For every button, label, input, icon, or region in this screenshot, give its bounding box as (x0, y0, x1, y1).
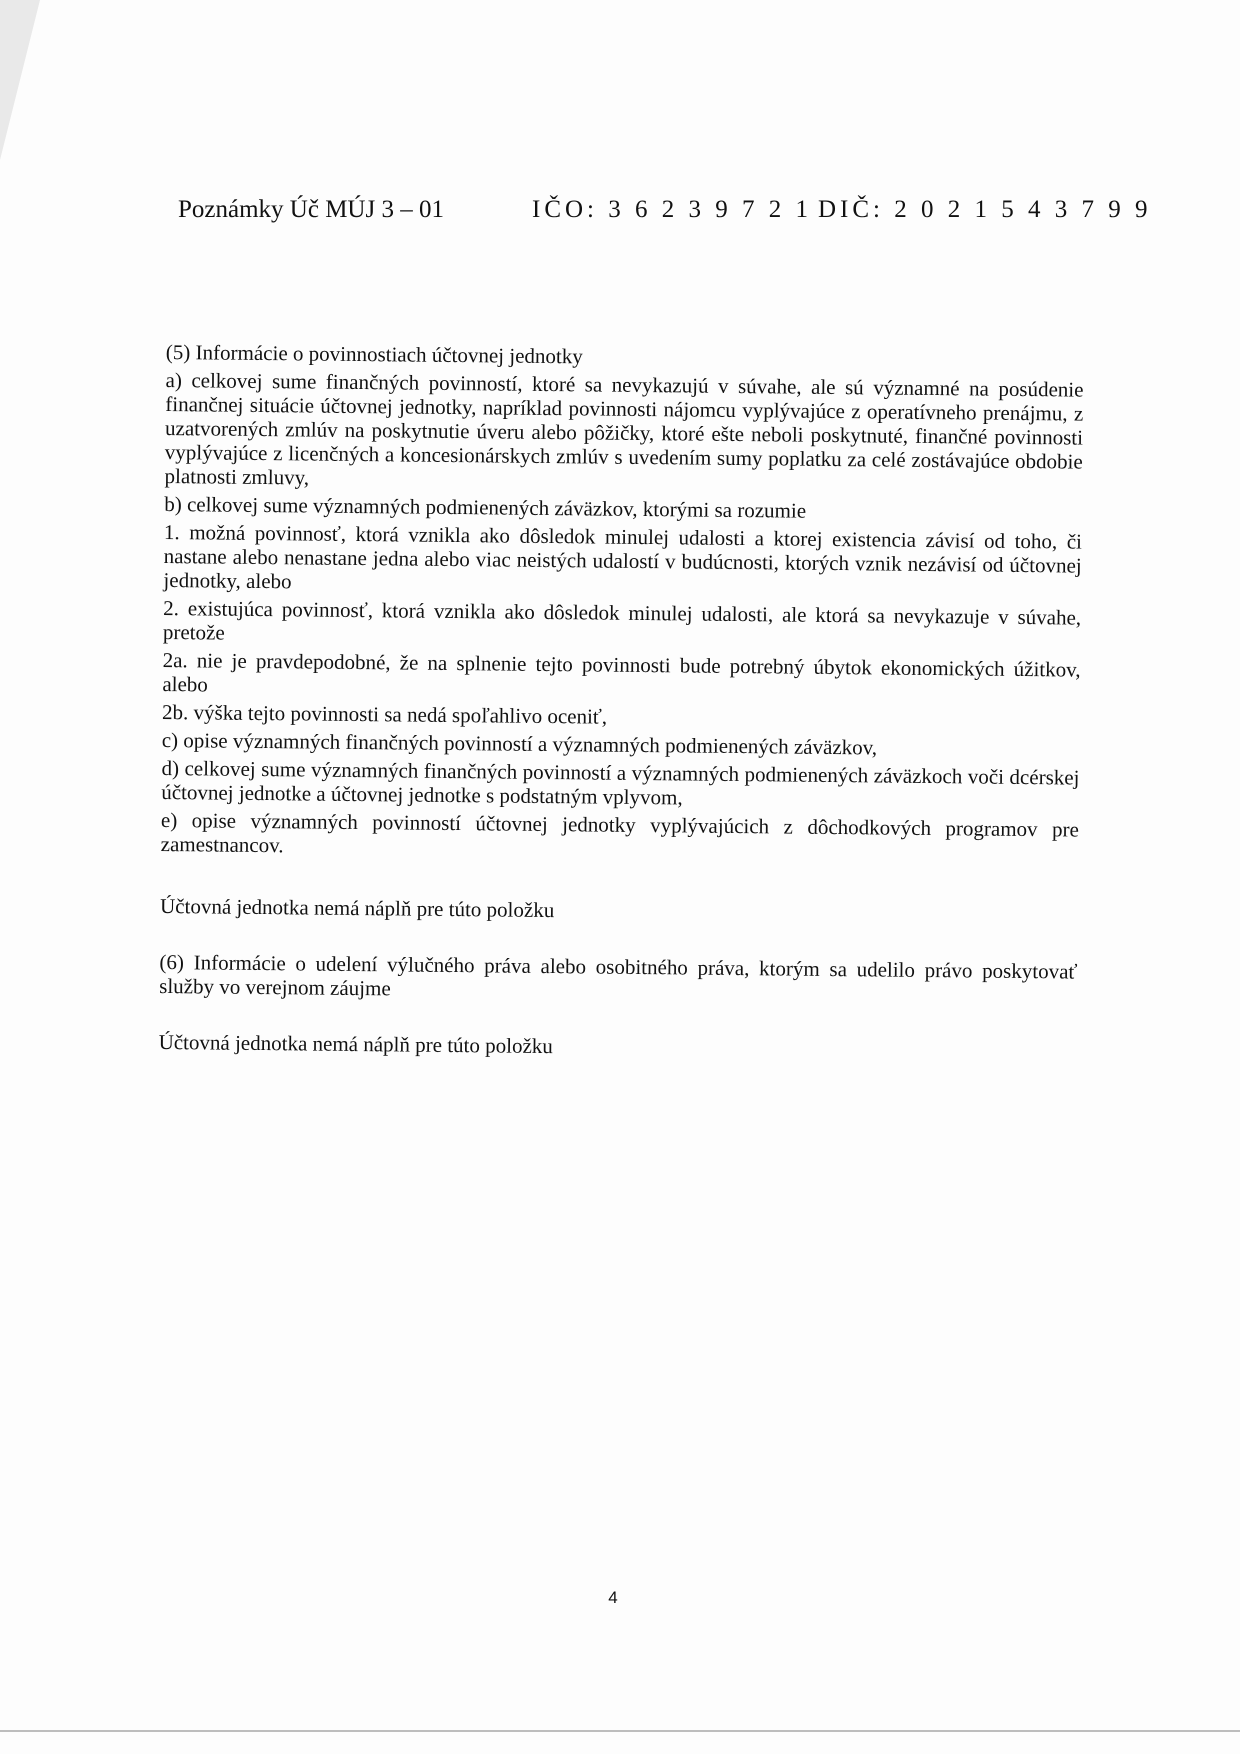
section-5-item-b2: 2. existujúca povinnosť, ktorá vznikla ako dôsledok minulej udalosti, ale ktorá sa nevykazuje v súvahe, pretože (162, 595, 1082, 645)
header-ico: IČO: 3 6 2 3 9 7 2 1 (532, 196, 812, 223)
scan-edge-shadow (0, 0, 40, 160)
section-5-heading: (5) Informácie o povinnostiach účtovnej jednotky (165, 340, 583, 369)
header-title: Poznámky Úč MÚJ 3 – 01 (178, 196, 444, 223)
section-5-item-b: b) celkovej sume významných podmienených záväzkov, ktorými sa rozumie (164, 491, 807, 523)
section-5-note: Účtovná jednotka nemá náplň pre túto položku (159, 893, 555, 923)
document-body (158, 340, 1083, 1068)
section-5-item-c: c) opise významných finančných povinností a významných podmienených záväzkov, (161, 727, 878, 760)
scan-edge-bottom (0, 1730, 1240, 1732)
section-5-item-d: d) celkovej sume významných finančných povinností a významných podmienených záväzkoch voči dcérskej účtovnej jednotke a účtovnej jednotke s podstatným vplyvom, (161, 755, 1080, 810)
section-5-item-e: e) opise významných povinností účtovnej jednotky vyplývajúcich z dôchodkových programov pre zamestnancov. (160, 807, 1080, 858)
section-5-item-b2b: 2b. výška tejto povinnosti sa nedá spoľahlivo oceniť, (161, 699, 608, 729)
header-dic: DIČ: 2 0 2 1 5 4 3 7 9 9 (818, 196, 1152, 223)
page-number: 4 (608, 1588, 618, 1607)
section-5-item-b2a: 2a. nie je pravdepodobné, že na splnenie tejto povinnosti bude potrebný úbytok ekonomických úžitkov, alebo (162, 647, 1081, 697)
section-6-note: Účtovná jednotka nemá náplň pre túto položku (158, 1029, 553, 1059)
section-5-item-b1: 1. možná povinnosť, ktorá vznikla ako dôsledok minulej udalosti a ktorej existencia závisí od toho, či nastane alebo nenastane jedna alebo viac neistých udalostí v budúcnosti, ktorých vznik nezávisí od účtovnej jednotky, alebo (163, 519, 1083, 594)
section-6-heading: (6) Informácie o udelení výlučného práva alebo osobitného práva, ktorým sa udelilo právo poskytovať služby vo verejnom záujme (159, 949, 1078, 1001)
section-5-item-a: a) celkovej sume finančných povinností, ktoré sa nevykazujú v súvahe, ale sú významné na posúdenie finančnej situácie účtovnej jednotky, napríklad povinnosti nájomcu vyplývajúce z operatívneho prenájmu, z uzatvorených zmlúv na poskytnutie úveru alebo pôžičky, ktoré ešte neboli poskytnuté, finančné povinnosti vyplývajúce z licenčných a koncesionárskych zmlúv s uvedením sumy poplatku za celé zostávajúce obdobie platnosti zmluvy, (164, 367, 1084, 490)
